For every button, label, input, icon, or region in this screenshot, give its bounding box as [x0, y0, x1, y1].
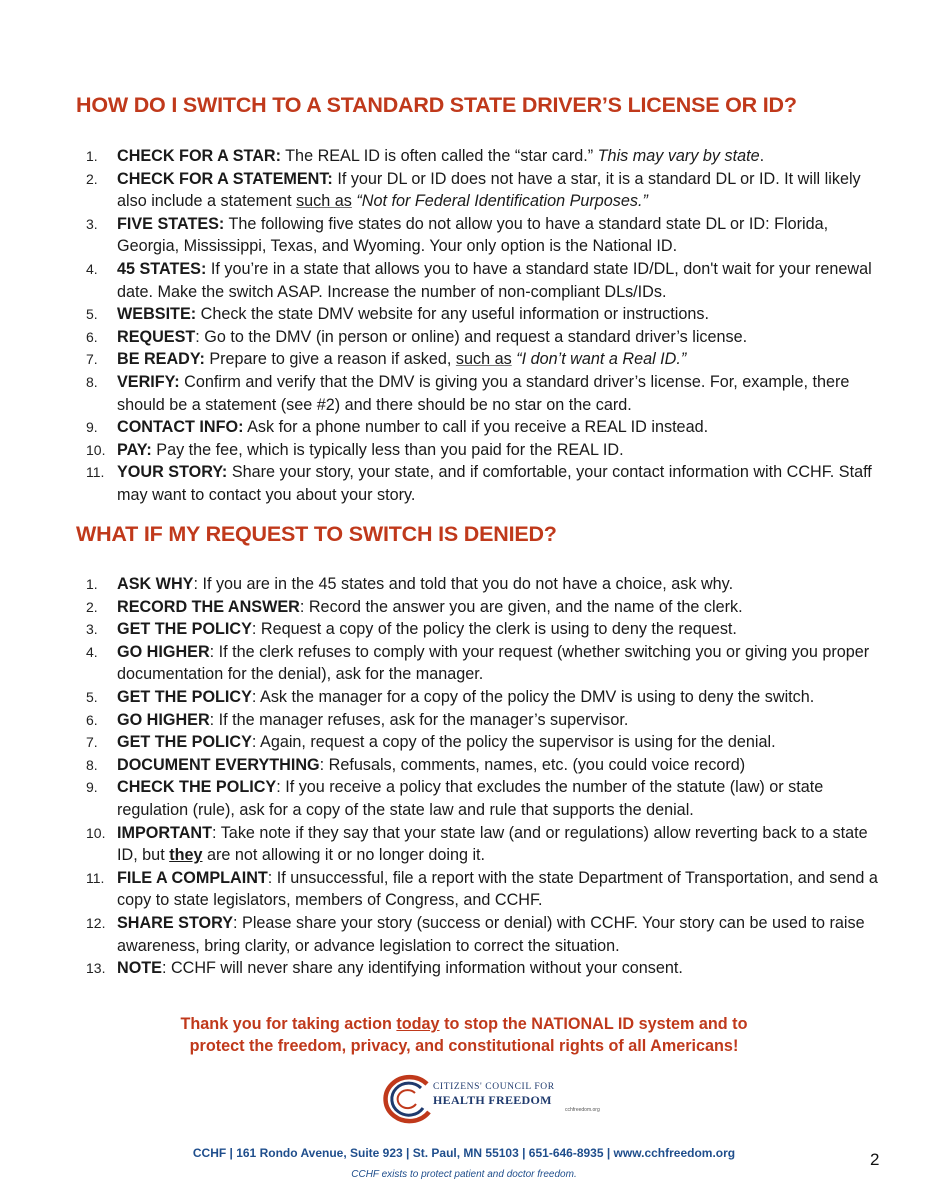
- cchf-logo: [375, 1072, 600, 1128]
- list-item: 10. PAY: Pay the fee, which is typically less than you paid for the REAL ID.: [86, 440, 624, 459]
- list-item: 4. GO HIGHER: If the clerk refuses to comply with your request (whether switching you or giving you proper documentation for the denial), ask for the manager.: [86, 642, 870, 684]
- section-heading-switch: HOW DO I SWITCH TO A STANDARD STATE DRIVER’S LICENSE OR ID?: [76, 93, 797, 117]
- list-item: 8. VERIFY: Confirm and verify that the DMV is giving you a standard driver’s license. For, example, there should be a statement (see #2) and there should be no star on the card.: [86, 372, 850, 414]
- list-item: 6. REQUEST: Go to the DMV (in person or online) and request a standard driver’s license.: [86, 327, 748, 346]
- list-item: 6. GO HIGHER: If the manager refuses, ask for the manager’s supervisor.: [86, 710, 629, 729]
- list-item: 1. ASK WHY: If you are in the 45 states and told that you do not have a choice, ask why.: [86, 575, 734, 593]
- footer-contact: CCHF | 161 Rondo Avenue, Suite 923 | St. Paul, MN 55103 | 651-646-8935 | www.cchfreedom.org: [192, 1146, 736, 1160]
- logo-line1: CITIZENS' COUNCIL FOR: [433, 1082, 555, 1092]
- denied-steps-list: [86, 573, 887, 980]
- footer-tagline: CCHF exists to protect patient and doctor freedom.: [351, 1169, 577, 1180]
- logo-line2: HEALTH FREEDOM: [433, 1093, 552, 1107]
- list-item: 12. SHARE STORY: Please share your story (success or denial) with CCHF. Your story can be used to raise awareness, bring clarity, or advance legislation to correct the situation.: [86, 913, 865, 955]
- list-item: 5. GET THE POLICY: Ask the manager for a copy of the policy the DMV is using to deny the switch.: [86, 687, 815, 706]
- list-item: 11. FILE A COMPLAINT: If unsuccessful, file a report with the state Department of Transportation, and send a copy to state legislators, members of Congress, and CCHF.: [86, 868, 878, 910]
- list-item: 3. FIVE STATES: The following five states do not allow you to have a standard state DL or ID: Florida, Georgia, Mississippi, Texas, and Wyoming. Your only option is the National ID.: [86, 214, 829, 256]
- list-item: 11. YOUR STORY: Share your story, your state, and if comfortable, your contact information with CCHF. Staff may want to contact you about your story.: [86, 463, 872, 504]
- list-item: 7. BE READY: Prepare to give a reason if asked, such as “I don’t want a Real ID.”: [86, 350, 687, 369]
- list-item: 8. DOCUMENT EVERYTHING: Refusals, comments, names, etc. (you could voice record): [86, 755, 746, 774]
- list-item: 2. CHECK FOR A STATEMENT: If your DL or ID does not have a star, it is a standard DL or ID. It will likely also include a statement such as “Not for Federal Identification Purposes.”: [86, 169, 861, 211]
- list-item: 3. GET THE POLICY: Request a copy of the policy the clerk is using to deny the request.: [86, 620, 737, 639]
- logo-swoosh-icon: [375, 1072, 435, 1128]
- switch-steps-list: [86, 145, 887, 507]
- thank-you-message: Thank you for taking action today to stop the NATIONAL ID system and to protect the freedom, privacy, and constitutional rights of all Americans!: [180, 1015, 748, 1055]
- list-item: 1. CHECK FOR A STAR: The REAL ID is often called the “star card.” This may vary by state.: [86, 147, 765, 165]
- list-item: 13. NOTE: CCHF will never share any identifying information without your consent.: [86, 959, 683, 978]
- list-item: 4. 45 STATES: If you’re in a state that allows you to have a standard state ID/DL, don't wait for your renewal date. Make the switch ASAP. Increase the number of non-compliant DLs/IDs.: [86, 259, 872, 301]
- list-item: 5. WEBSITE: Check the state DMV website for any useful information or instructions.: [86, 305, 709, 324]
- list-item: 9. CONTACT INFO: Ask for a phone number to call if you receive a REAL ID instead.: [86, 418, 709, 437]
- logo-url: cchfreedom.org: [565, 1107, 600, 1113]
- section-heading-denied: WHAT IF MY REQUEST TO SWITCH IS DENIED?: [76, 522, 557, 546]
- page-number: 2: [870, 1150, 880, 1169]
- list-item: 10. IMPORTANT: Take note if they say that your state law (and or regulations) allow reverting back to a state ID, but they are not allowing it or no longer doing it.: [86, 823, 868, 865]
- list-item: 2. RECORD THE ANSWER: Record the answer you are given, and the name of the clerk.: [86, 597, 743, 616]
- list-item: 9. CHECK THE POLICY: If you receive a policy that excludes the number of the statute (law) or state regulation (rule), ask for a copy of the state law and rule that supports the denial.: [86, 778, 824, 819]
- list-item: 7. GET THE POLICY: Again, request a copy of the policy the supervisor is using for the denial.: [86, 733, 776, 752]
